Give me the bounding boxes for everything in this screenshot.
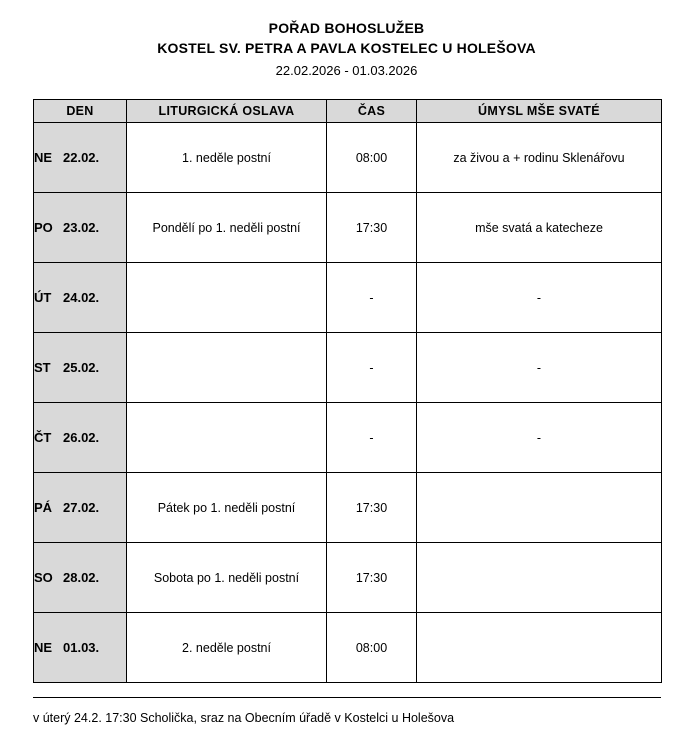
cell-time: - xyxy=(327,263,417,333)
column-header-intention: ÚMYSL MŠE SVATÉ xyxy=(417,100,662,123)
table-row xyxy=(34,193,662,263)
cell-liturgy: 2. neděle postní xyxy=(127,613,327,683)
cell-intention: - xyxy=(417,263,662,333)
table-row xyxy=(34,543,662,613)
cell-time: - xyxy=(327,403,417,473)
cell-time: 08:00 xyxy=(327,123,417,193)
cell-intention xyxy=(417,613,662,683)
day-of-week: ČT xyxy=(34,430,52,445)
day-of-week: ÚT xyxy=(34,290,52,305)
schedule-table-body xyxy=(34,123,662,683)
cell-time: - xyxy=(327,333,417,403)
cell-day xyxy=(34,543,127,613)
cell-time: 17:30 xyxy=(327,543,417,613)
day-date: 24.02. xyxy=(63,290,100,305)
cell-liturgy: Pátek po 1. neděli postní xyxy=(127,473,327,543)
day-date: 01.03. xyxy=(63,640,100,655)
document-date-range: 22.02.2026 - 01.03.2026 xyxy=(275,63,418,78)
day-date: 26.02. xyxy=(63,430,100,445)
table-row xyxy=(34,613,662,683)
cell-liturgy xyxy=(127,263,327,333)
table-row xyxy=(34,263,662,333)
cell-intention xyxy=(417,543,662,613)
cell-time: 17:30 xyxy=(327,193,417,263)
cell-day xyxy=(34,473,127,543)
table-row xyxy=(34,333,662,403)
table-row xyxy=(34,123,662,193)
day-date: 27.02. xyxy=(63,500,100,515)
day-of-week: ST xyxy=(34,360,51,375)
cell-intention: za živou a + rodinu Sklenářovu xyxy=(417,123,662,193)
column-header-time: ČAS xyxy=(327,100,417,123)
cell-day xyxy=(34,403,127,473)
cell-intention: mše svatá a katecheze xyxy=(417,193,662,263)
schedule-table-container xyxy=(33,99,663,683)
day-date: 22.02. xyxy=(63,150,100,165)
column-header-liturgy: LITURGICKÁ OSLAVA xyxy=(127,100,327,123)
document-subtitle: KOSTEL SV. PETRA A PAVLA KOSTELEC U HOLEŠOVA xyxy=(157,40,536,56)
day-date: 25.02. xyxy=(63,360,100,375)
cell-liturgy xyxy=(127,403,327,473)
cell-liturgy xyxy=(127,333,327,403)
day-of-week: NE xyxy=(34,640,53,655)
column-header-day: DEN xyxy=(34,100,127,123)
cell-intention: - xyxy=(417,403,662,473)
day-of-week: SO xyxy=(34,570,53,585)
day-of-week: NE xyxy=(34,150,53,165)
footnote-text: v úterý 24.2. 17:30 Scholička, sraz na Obecním úřadě v Kostelci u Holešova xyxy=(33,711,455,725)
cell-day xyxy=(34,333,127,403)
cell-time: 17:30 xyxy=(327,473,417,543)
cell-intention: - xyxy=(417,333,662,403)
cell-liturgy: Sobota po 1. neděli postní xyxy=(127,543,327,613)
day-date: 28.02. xyxy=(63,570,100,585)
footnote-section xyxy=(33,697,661,726)
table-row xyxy=(34,403,662,473)
schedule-table xyxy=(33,99,662,683)
day-of-week: PÁ xyxy=(34,500,53,515)
cell-intention xyxy=(417,473,662,543)
document-title: POŘAD BOHOSLUŽEB xyxy=(268,20,425,36)
day-of-week: PO xyxy=(34,220,53,235)
table-header-row xyxy=(34,100,662,123)
cell-day xyxy=(34,613,127,683)
cell-day xyxy=(34,193,127,263)
cell-liturgy: 1. neděle postní xyxy=(127,123,327,193)
day-date: 23.02. xyxy=(63,220,100,235)
cell-day xyxy=(34,123,127,193)
document-header xyxy=(0,0,693,81)
table-row xyxy=(34,473,662,543)
cell-day xyxy=(34,263,127,333)
cell-liturgy: Pondělí po 1. neděli postní xyxy=(127,193,327,263)
cell-time: 08:00 xyxy=(327,613,417,683)
